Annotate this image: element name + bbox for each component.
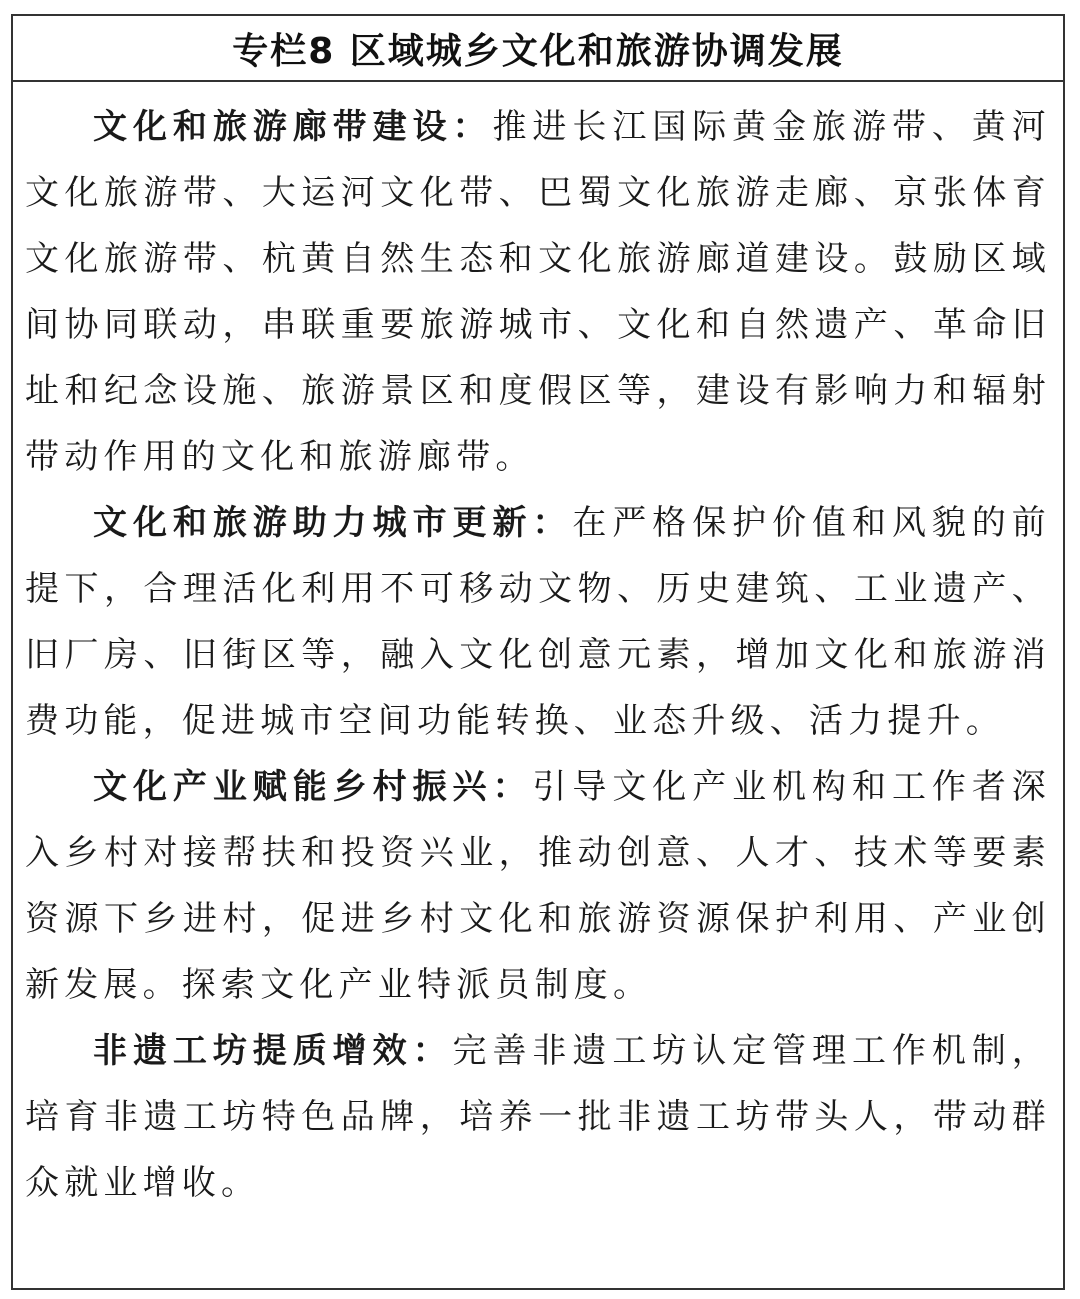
section-urban-renewal	[25, 490, 1051, 754]
box-title: 专栏8 区域城乡文化和旅游协调发展	[232, 30, 844, 72]
section-body: 引导文化产业机构和工作者深入乡村对接帮扶和投资兴业，推动创意、人才、技术等要素资源下乡进村，促进乡村文化和旅游资源保护利用、产业创新发展。探索文化产业特派员制度。	[25, 767, 1051, 1005]
section-corridor	[25, 94, 1051, 490]
section-heading: 文化产业赋能乡村振兴：	[93, 767, 533, 807]
section-rural-revitalization	[25, 754, 1051, 1018]
section-heading: 文化和旅游廊带建设：	[93, 107, 493, 147]
section-heritage-workshop	[25, 1018, 1051, 1216]
box-content	[13, 82, 1063, 1216]
section-body: 在严格保护价值和风貌的前提下，合理活化利用不可移动文物、历史建筑、工业遗产、旧厂房、旧街区等，融入文化创意元素，增加文化和旅游消费功能，促进城市空间功能转换、业态升级、活力提升。	[25, 503, 1051, 741]
section-body: 完善非遗工坊认定管理工作机制，培育非遗工坊特色品牌，培养一批非遗工坊带头人，带动群众就业增收。	[25, 1031, 1051, 1203]
title-row	[13, 16, 1063, 82]
section-heading: 非遗工坊提质增效：	[93, 1031, 453, 1071]
section-body: 推进长江国际黄金旅游带、黄河文化旅游带、大运河文化带、巴蜀文化旅游走廊、京张体育文化旅游带、杭黄自然生态和文化旅游廊道建设。鼓励区域间协同联动，串联重要旅游城市、文化和自然遗产、革命旧址和纪念设施、旅游景区和度假区等，建设有影响力和辐射带动作用的文化和旅游廊带。	[25, 107, 1051, 477]
section-heading: 文化和旅游助力城市更新：	[93, 503, 573, 543]
column-box	[11, 14, 1065, 1290]
